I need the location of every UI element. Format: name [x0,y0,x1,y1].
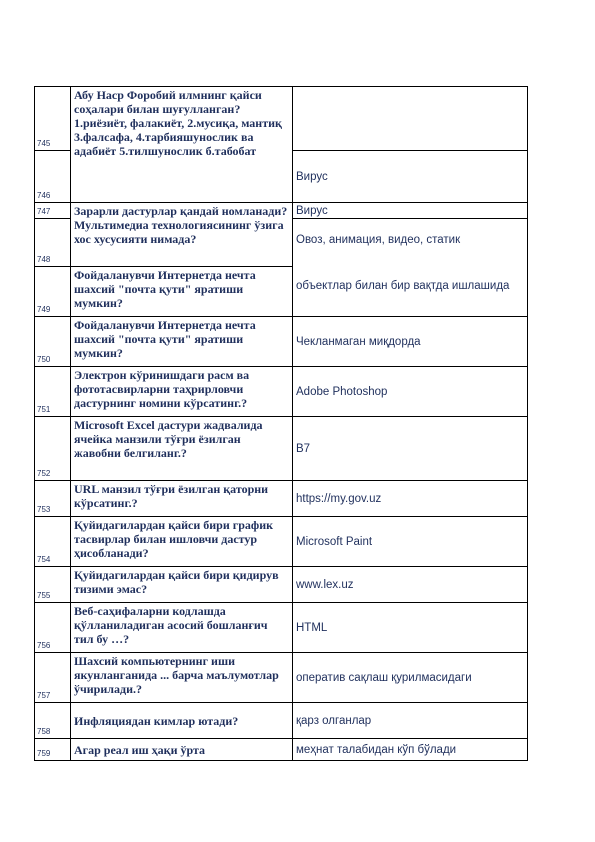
row-number: 759 [35,739,71,761]
question-cell: Microsoft Excel дастури жадвалида ячейка манзили тўғри ёзилган жавобни белгиланг.? [71,417,293,481]
row-number: 751 [35,367,71,417]
question-cell: URL манзил тўғри ёзилган қаторни кўрсатинг.? [71,481,293,517]
row-number: 757 [35,653,71,703]
question-cell: Қуйидагилардан қайси бири қидирув тизими эмас? [71,567,293,603]
answer-cell: қарз олганлар [293,703,528,739]
table-row [35,739,528,761]
table-row [35,87,528,151]
row-number: 754 [35,517,71,567]
row-number: 746 [35,151,71,203]
table-row [35,203,528,219]
answer-cell: оператив сақлаш қурилмасидаги [293,653,528,703]
question-cell: Инфляциядан кимлар ютади? [71,703,293,739]
row-number: 749 [35,267,71,317]
question-cell: Фойдаланувчи Интернетда нечта шахсий "почта қути" яратиши мумкин? [71,267,293,317]
answer-text: объектлар билан бир вақтда ишлашида [296,280,510,292]
question-text: Мультимедиа технологиясининг ўзига хос хусусияти нимада? [74,218,284,246]
row-number: 748 [35,219,71,267]
answer-cell: Вирус [293,151,528,203]
question-cell: Агар реал иш ҳақи ўрта [71,739,293,761]
row-number: 752 [35,417,71,481]
row-number: 747 [35,203,71,219]
question-cell: Абу Наср Форобий илмнинг қайси соҳалари билан шуғулланган? 1.риёзиёт, фалакиёт, 2.мусиқа, мантиқ 3.фалсафа, 4.тарбияшунослик ва адабиёт 5.тилшунослик б.табобат [71,87,293,203]
row-number: 753 [35,481,71,517]
answer-cell [293,219,528,317]
answer-cell: меҳнат талабидан кўп бўлади [293,739,528,761]
answer-cell [293,87,528,151]
question-text: Зарарли дастурлар қандай номланади? [74,204,288,218]
row-number: 756 [35,603,71,653]
row-number: 755 [35,567,71,603]
row-number: 750 [35,317,71,367]
table-row [35,603,528,653]
answer-cell: https://my.gov.uz [293,481,528,517]
table-row [35,567,528,603]
table-row [35,481,528,517]
question-cell: Қуйидагилардан қайси бири график тасвирлар билан ишловчи дастур ҳисобланади? [71,517,293,567]
answer-cell: Чекланмаган миқдорда [293,317,528,367]
answer-text: Овоз, анимация, видео, статик [296,234,461,246]
table-row [35,517,528,567]
answer-cell: HTML [293,603,528,653]
question-cell: Шахсий компьютернинг иши якунланганида ... барча маълумотлар ўчирилади.? [71,653,293,703]
answer-cell: Вирус [293,203,528,219]
table-row [35,367,528,417]
row-number: 745 [35,87,71,151]
question-cell: Электрон кўринишдаги расм ва фототасвирларни таҳрирловчи дастурнинг номини кўрсатинг.? [71,367,293,417]
answer-cell: www.lex.uz [293,567,528,603]
answer-cell: B7 [293,417,528,481]
question-cell: Веб-саҳифаларни кодлашда қўлланиладиган асосий бошланғич тил бу …? [71,603,293,653]
row-number: 758 [35,703,71,739]
table-row [35,653,528,703]
table-row [35,317,528,367]
qa-table [34,86,528,761]
question-cell [71,203,293,267]
question-cell: Фойдаланувчи Интернетда нечта шахсий "почта қути" яратиши мумкин? [71,317,293,367]
table-row [35,417,528,481]
table-row [35,703,528,739]
answer-cell: Adobe Photoshop [293,367,528,417]
answer-cell: Microsoft Paint [293,517,528,567]
